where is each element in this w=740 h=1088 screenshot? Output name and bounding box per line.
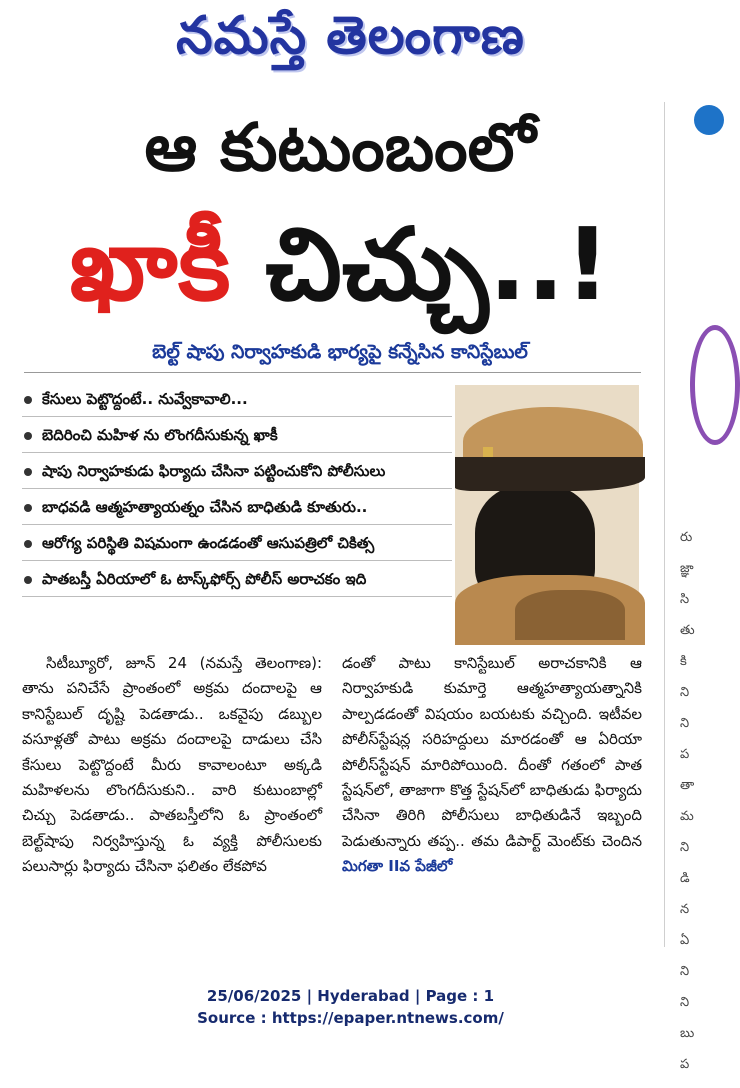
column-divider [664,102,665,947]
bullet-item: ఆరోగ్య పరిస్థితి విషమంగా ఉండడంతో ఆసుపత్రిలో చికిత్స [22,530,452,561]
adjacent-text-glyph: బు [680,1026,695,1041]
continued-on-page-link[interactable]: మిగతా IIవ పేజీలో [342,857,453,876]
adjacent-text-glyph: డి [680,871,690,886]
blue-circle-graphic [694,105,724,135]
adjacent-text-glyph: ని [680,995,690,1010]
cap-visor [455,457,645,491]
adjacent-text-glyph: తు [680,623,695,638]
bullet-item: షాపు నిర్వాహకుడు ఫిర్యాదు చేసినా పట్టించుకోని పోలీసులు [22,458,452,489]
purple-ring-graphic [690,325,740,445]
adjacent-text-glyph: ని [680,685,690,700]
adjacent-text-glyph: ప [680,1057,690,1072]
highlight-bullets [22,386,452,602]
adjacent-text-glyph: ని [680,716,690,731]
adjacent-text-glyph: మ [680,809,694,824]
headline-line-2 [20,206,660,323]
uniform-collar [515,590,625,640]
article-column-1: సిటీబ్యూరో, జూన్ 24 (నమస్తే తెలంగాణ): తాను పనిచేసే ప్రాంతంలో అక్రమ దందాలపై ఆ కానిస్టేబుల్ దృష్టి పెడతాడు.. ఒకవైపు డబ్బుల వసూళ్లతో పాటు అక్రమ దందాలపై దాడులు చేసి కేసులు పెట్టొద్దంటే మీరు కావాలంటూ అక్కడి మహిళలను లొంగదీసుకుని.. వారి కుటుంబాల్లో చిచ్చు పెడతాడు.. పాతబస్తీలోని ఓ ప్రాంతంలో బెల్ట్‌షాపు నిర్వహిస్తున్న ఓ వ్యక్తి పోలీసులకు పలుసార్లు ఫిర్యాదు చేసినా ఫలితం లేకపోవ [22,654,322,876]
adjacent-text-glyph: న [680,902,690,917]
subheadline-rule [24,372,641,373]
adjacent-text-glyph: కి [680,654,687,669]
page-footer [0,985,701,1029]
article-column-2-text: డంతో పాటు కానిస్టేబుల్ అరాచకానికి ఆ నిర్వాహకుడి కుమార్తె ఆత్మహత్యాయత్నానికి పాల్పడడంతో విషయం బయటకు వచ్చింది. ఇటీవల పోలీస్‌స్టేషన్ల సరిహద్దులు మారడంతో ఆ ఏరియా పోలీస్‌స్టేషన్ మారిపోయింది. దీంతో గతంలో పాత స్టేషన్‌లో, తాజాగా కొత్త స్టేషన్‌లో బాధితుడు ఫిర్యాదు చేసినా తిరిగి పోలీసులు బాధితుడినే ఇబ్బంది పెడుతున్నారు తప్ప.. తమ డిపార్ట్ మెంట్‌కు చెందిన [342,654,642,850]
headline-black-words: చిచ్చు..! [230,206,611,323]
bullet-item: పాతబస్తీ ఏరియాలో ఓ టాస్క్‌ఫోర్స్ పోలీస్ అరాచకం ఇది [22,566,452,597]
headline-line-1: ఆ కుటుంబంలో [144,109,536,186]
bullet-item: బెదిరించి మహిళ ను లొంగదీసుకున్న ఖాకీ [22,422,452,453]
adjacent-text-glyph: ప [680,747,690,762]
adjacent-column-fragment [668,100,701,1072]
adjacent-text-glyph: సి [680,592,690,607]
bullet-item: కేసులు పెట్టొద్దంటే.. నువ్వేకావాలి... [22,386,452,417]
masthead-title: నమస్తే తెలంగాణ [176,6,525,66]
adjacent-text-glyph: ఏ [680,933,690,948]
adjacent-text-glyph: ని [680,840,690,855]
article-body [22,651,642,941]
footer-source: Source : https://epaper.ntnews.com/ [197,1009,504,1027]
bullet-item: బాధవడి ఆత్మహత్యాయత్నం చేసిన బాధితుడి కూతురు.. [22,494,452,525]
newspaper-masthead [0,0,701,80]
adjacent-text-glyph: రు [680,530,693,545]
subheadline: బెల్ట్ షాపు నిర్వాహకుడి భార్యపై కన్నేసిన కానిస్టేబుల్ [152,341,528,363]
headline-red-word: ఖాకీ [69,206,231,323]
adjacent-text-glyph: జ్ఞా [680,561,694,576]
adjacent-text-glyph: తా [680,778,695,793]
footer-date-location: 25/06/2025 | Hyderabad | Page : 1 [206,987,495,1005]
adjacent-text-glyph: ని [680,964,690,979]
police-officer-photo [455,385,639,640]
article-column-2 [342,651,642,880]
